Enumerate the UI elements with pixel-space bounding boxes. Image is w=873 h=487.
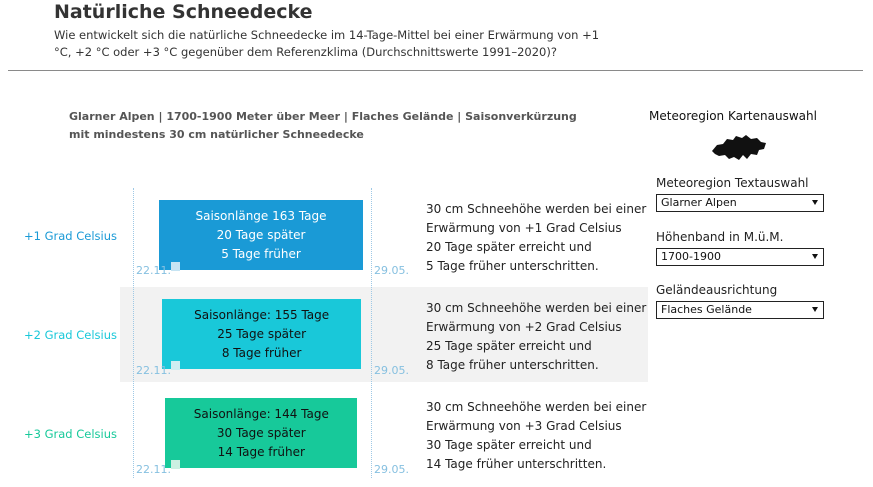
page-title: Natürliche Schneedecke	[54, 1, 313, 23]
earlier-days-text: 8 Tage früher	[221, 346, 302, 360]
desc-line: 5 Tage früher unterschritten.	[426, 259, 599, 273]
desc-line: Erwärmung von +2 Grad Celsius	[426, 320, 622, 334]
desc-line: 30 cm Schneehöhe werden bei einer	[426, 202, 647, 216]
chevron-down-icon	[812, 307, 818, 312]
desc-line: Erwärmung von +1 Grad Celsius	[426, 221, 622, 235]
start-date: 22.11.	[136, 364, 171, 377]
row-label-plus3: +3 Grad Celsius	[24, 427, 118, 441]
altitude-select[interactable]	[656, 248, 824, 266]
season-bar-plus2[interactable]	[162, 299, 361, 369]
row-description-plus1	[426, 200, 656, 276]
start-marker	[171, 262, 180, 271]
start-date: 22.11.	[136, 264, 171, 277]
altitude-filter-label: Höhenband in M.ü.M.	[656, 230, 784, 244]
start-marker	[171, 361, 180, 370]
header-divider	[8, 70, 863, 71]
start-reference-line	[133, 188, 134, 478]
start-date: 22.11.	[136, 463, 171, 476]
aspect-select-value: Flaches Gelände	[661, 303, 752, 316]
region-select[interactable]	[656, 194, 824, 212]
end-reference-line	[371, 188, 372, 478]
map-selection-title: Meteoregion Kartenauswahl	[649, 109, 817, 123]
desc-line: 30 cm Schneehöhe werden bei einer	[426, 400, 647, 414]
season-length-text: Saisonlänge 163 Tage	[195, 209, 327, 223]
season-length-text: Saisonlänge: 144 Tage	[193, 407, 329, 421]
row-description-plus2	[426, 299, 656, 375]
row-label-plus1: +1 Grad Celsius	[24, 229, 118, 243]
desc-line: 14 Tage früher unterschritten.	[426, 457, 607, 471]
aspect-select[interactable]	[656, 301, 824, 319]
end-date: 29.05.	[374, 364, 409, 377]
desc-line: 8 Tage früher unterschritten.	[426, 358, 599, 372]
region-filter-label: Meteoregion Textauswahl	[656, 176, 809, 190]
desc-line: 30 Tage später erreicht und	[426, 438, 592, 452]
row-label-plus2: +2 Grad Celsius	[24, 328, 118, 342]
altitude-select-value: 1700-1900	[661, 250, 721, 263]
desc-line: 30 cm Schneehöhe werden bei einer	[426, 301, 647, 315]
end-date: 29.05.	[374, 264, 409, 277]
row-description-plus3	[426, 398, 656, 474]
chart-heading: Glarner Alpen | 1700-1900 Meter über Meer | Flaches Gelände | Saisonverkürzung mit mindestens 30 cm natürlicher Schneedecke	[69, 110, 577, 141]
later-days-text: 25 Tage später	[217, 327, 307, 341]
earlier-days-text: 5 Tage früher	[221, 247, 301, 261]
season-length-text: Saisonlänge: 155 Tage	[194, 308, 330, 322]
later-days-text: 20 Tage später	[216, 228, 306, 242]
desc-line: 20 Tage später erreicht und	[426, 240, 592, 254]
switzerland-map-icon[interactable]	[709, 133, 769, 163]
desc-line: Erwärmung von +3 Grad Celsius	[426, 419, 622, 433]
season-bar-plus1[interactable]	[159, 200, 363, 270]
region-select-value: Glarner Alpen	[661, 196, 737, 209]
end-date: 29.05.	[374, 463, 409, 476]
season-bar-plus3[interactable]	[165, 398, 357, 468]
aspect-filter-label: Geländeausrichtung	[656, 283, 778, 297]
start-marker	[171, 460, 180, 469]
earlier-days-text: 14 Tage früher	[217, 445, 305, 459]
later-days-text: 30 Tage später	[216, 426, 306, 440]
chevron-down-icon	[812, 200, 818, 205]
page-subtitle: Wie entwickelt sich die natürliche Schneedecke im 14-Tage-Mittel bei einer Erwärmung von +1 °C, +2 °C oder +3 °C gegenüber dem Referenzklima (Durchschnittswerte 1991–2020)?	[54, 28, 600, 59]
chevron-down-icon	[812, 254, 818, 259]
desc-line: 25 Tage später erreicht und	[426, 339, 592, 353]
